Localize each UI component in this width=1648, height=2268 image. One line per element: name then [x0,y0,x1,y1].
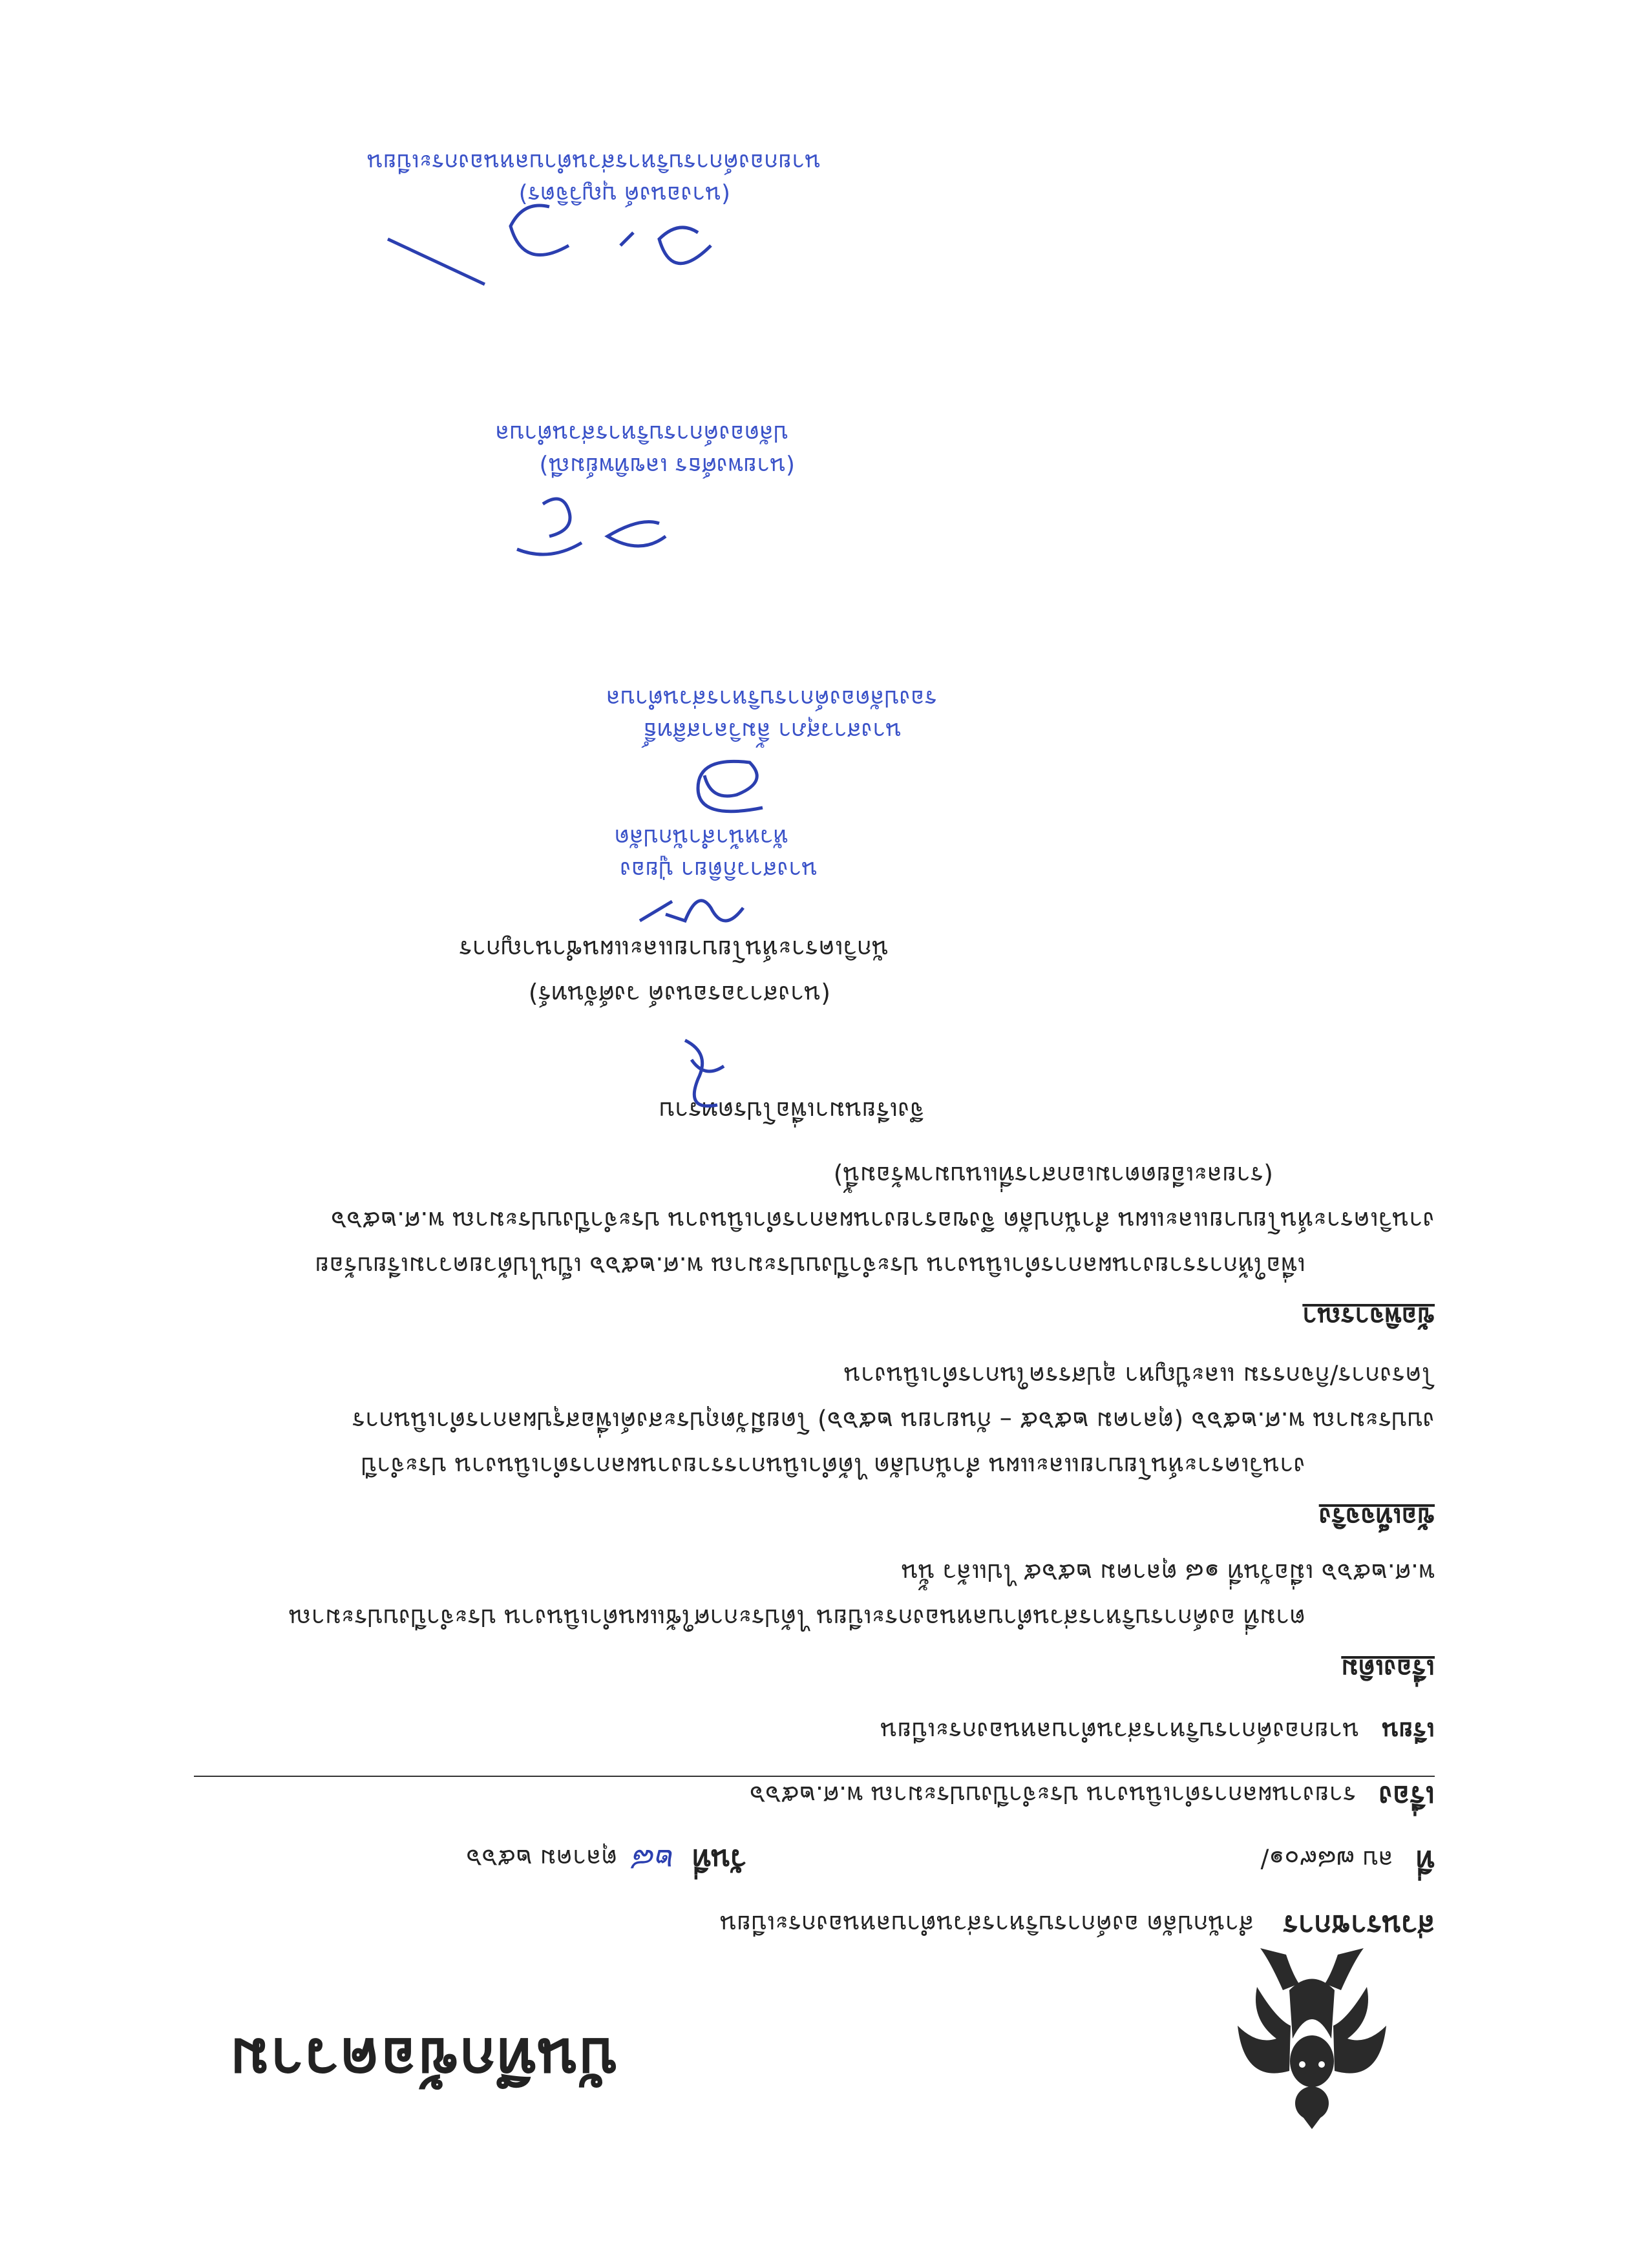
origin-heading: เรื่องเดิม [1341,1654,1435,1683]
facts-line-2: งบประมาณ พ.ศ.๒๕๖๖ (ตุลาคม ๒๕๖๕ – กันยายน ๒๕๖๖) โดยมีวัตถุประสงค์เพื่อสรุปผลการดำเนินการ [352,1407,1435,1435]
agency-label: ส่วนราชการ [1283,1909,1435,1942]
origin-line-1: ตามที่ องค์การบริหารส่วนตำบลหนองกระเบียน ได้ประกาศใช้แผนดำเนินงาน ประจำปีงบประมาณ [288,1604,1305,1632]
subject-row [750,1774,1435,1819]
signature-1-position: นักวิเคราะห์นโยบายและแผนชำนาญการ [459,935,889,963]
to-value: นายกองค์การบริหารส่วนตำบลหนองกระเบียน [880,1717,1360,1745]
signature-3-handwritten [679,747,776,821]
proposal-line-1: เพื่อให้การรายงานผลการดำเนินงาน ประจำปีงบประมาณ พ.ศ.๒๕๖๖ เป็นไปด้วยความเรียบร้อย [315,1252,1305,1280]
signature-1-handwritten [666,1025,743,1118]
date-label: วันที่ [692,1843,746,1876]
subject-label: เรื่อง [1379,1780,1435,1812]
closing-line: จึงเรียนมาเพื่อโปรดทราบ [659,1097,924,1125]
stamp-2-position: หัวหน้าสำนักปลัด [614,824,788,850]
to-row [880,1712,1435,1751]
signature-1-name: (นางสาวอรอนงค์ วงศ์จันทร์) [528,980,830,1009]
agency-value: สำนักปลัด องค์การบริหารส่วนตำบลหนองกระเบียน [720,1910,1254,1938]
stamp-5-position: นายกองค์การบริหารส่วนตำบลหนองกระเบียน [367,149,821,175]
stamp-3-name: นางสาวสุภา ลิ้มวิลาสสิทธิ์ [642,717,902,744]
header-divider [194,1776,1435,1777]
garuda-seal-icon [1231,1939,1393,2129]
stamp-5-name: (นางอนงค์ บุญวิจิตร) [518,181,730,207]
agency-row [720,1903,1435,1948]
proposal-line-2: งานวิเคราะห์นโยบายและแผน สำนักปลัด จึงขอรายงานผลการดำเนินงาน ประจำปีงบประมาณ พ.ศ.๒๕๖๖ [331,1206,1435,1235]
date-day-handwritten: ๒๘ [633,1843,677,1878]
proposal-heading: ข้อพิจารณา [1302,1301,1435,1331]
page-title: บันทึกข้อความ [228,2025,617,2094]
facts-line-1: งานวิเคราะห์นโยบายและแผน สำนักปลัด ได้ดำเนินการรายงานผลการดำเนินงาน ประจำปี [361,1452,1305,1480]
stamp-4-name: (นายพงศ์ธร เลขทิพย์มณี) [539,452,795,479]
proposal-line-3: (รายละเอียดตามเอกสารที่แนบมาพร้อมนี้) [833,1161,1273,1190]
origin-line-2: พ.ศ.๒๕๖๖ เมื่อวันที่ ๑๘ ตุลาคม ๒๕๖๕ ไปแล้ว นั้น [901,1559,1435,1587]
doc-no-label: ที่ [1415,1844,1435,1877]
stamp-3-position: รองปลัดองค์การบริหารส่วนตำบล [606,685,937,711]
subject-value: รายงานผลการดำเนินงาน ประจำปีงบประมาณ พ.ศ.๒๕๖๖ [749,1781,1357,1809]
stamp-2-name: นางสาวกิติยา ปู่ยอง [620,856,818,883]
stamp-4-position: ปลัดองค์การบริหารส่วนตำบล [495,420,788,446]
signature-2-handwritten [633,879,750,947]
to-label: เรียน [1382,1717,1435,1745]
signature-4-handwritten [511,482,679,575]
doc-no-value: ลบ ๗๘๙๐๑/ [1260,1845,1393,1874]
date-rest: ตุลาคม ๒๕๖๖ [466,1844,618,1873]
facts-heading: ข้อเท็จจริง [1318,1502,1435,1531]
date-row [466,1836,746,1884]
facts-line-3: โครงการ/กิจกรรม และปัญหา อุปสรรคในการดำเนินงาน [843,1361,1435,1390]
doc-no-row [1261,1838,1435,1884]
